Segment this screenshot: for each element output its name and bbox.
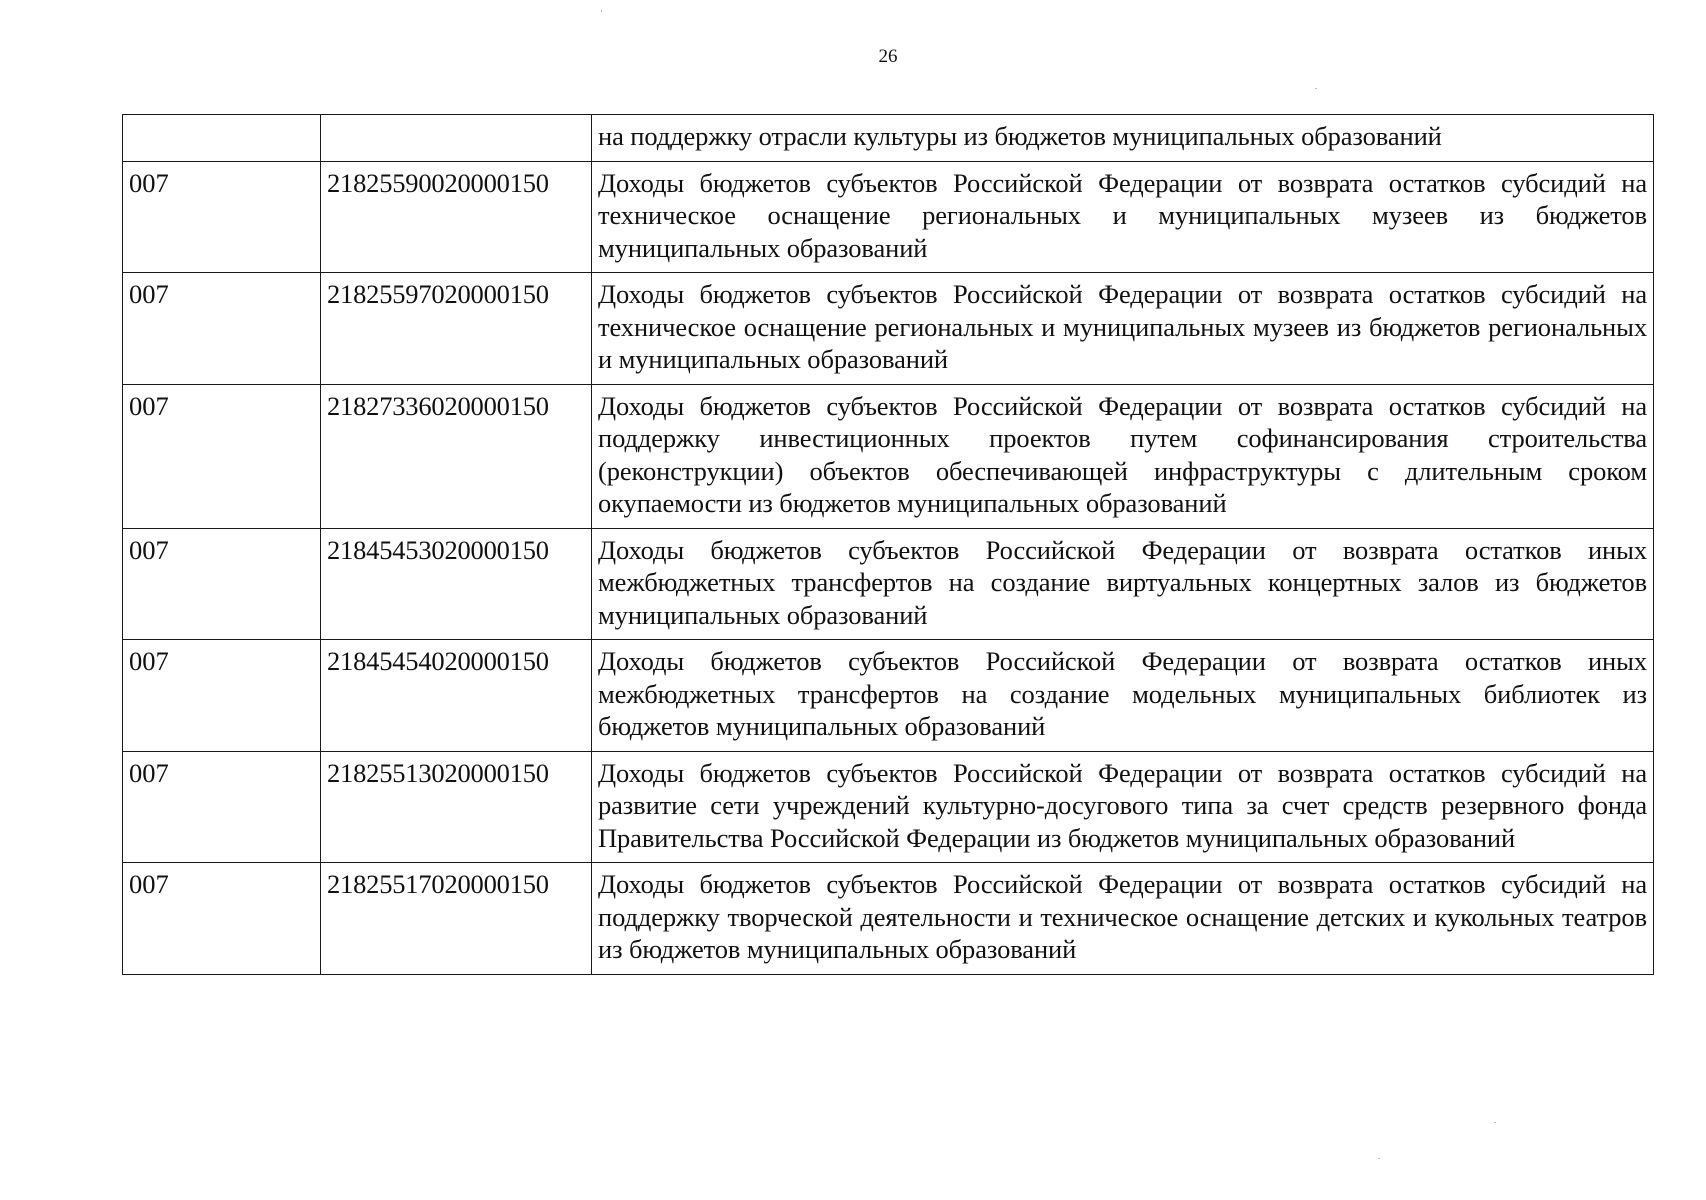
description-cell: Доходы бюджетов субъектов Российской Федерации от возврата остатков субсидий на поддержку творческой деятельности и техническое оснащение детских и кукольных театров из бюджетов муниципальных образований — [592, 863, 1654, 975]
description-cell: на поддержку отрасли культуры из бюджетов муниципальных образований — [592, 115, 1654, 162]
table-row — [123, 751, 1654, 863]
admin-code-cell — [123, 115, 321, 162]
admin-code-cell: 007 — [123, 273, 321, 385]
admin-code-cell: 007 — [123, 640, 321, 752]
page-number: 26 — [878, 46, 898, 67]
description-cell: Доходы бюджетов субъектов Российской Федерации от возврата остатков субсидий на техническое оснащение региональных и муниципальных музеев из бюджетов муниципальных образований — [592, 161, 1654, 273]
table-row — [123, 640, 1654, 752]
budget-code-cell — [321, 115, 592, 162]
admin-code-cell: 007 — [123, 751, 321, 863]
admin-code-cell: 007 — [123, 384, 321, 528]
budget-code-cell: 21825517020000150 — [321, 863, 592, 975]
admin-code-cell: 007 — [123, 863, 321, 975]
income-codes-table — [122, 114, 1654, 975]
budget-code-cell: 21825590020000150 — [321, 161, 592, 273]
budget-code-cell: 21825597020000150 — [321, 273, 592, 385]
scan-speck — [1315, 88, 1317, 89]
table-row — [123, 384, 1654, 528]
table-row — [123, 273, 1654, 385]
budget-code-cell: 21845454020000150 — [321, 640, 592, 752]
table-row — [123, 528, 1654, 640]
description-cell: Доходы бюджетов субъектов Российской Федерации от возврата остатков субсидий на техническое оснащение региональных и муниципальных музеев из бюджетов региональных и муниципальных образований — [592, 273, 1654, 385]
description-cell: Доходы бюджетов субъектов Российской Федерации от возврата остатков иных межбюджетных трансфертов на создание модельных муниципальных библиотек из бюджетов муниципальных образований — [592, 640, 1654, 752]
description-cell: Доходы бюджетов субъектов Российской Федерации от возврата остатков субсидий на развитие сети учреждений культурно-досугового типа за счет средств резервного фонда Правительства Российской Федерации из бюджетов муниципальных образований — [592, 751, 1654, 863]
admin-code-cell: 007 — [123, 161, 321, 273]
description-cell: Доходы бюджетов субъектов Российской Федерации от возврата остатков субсидий на поддержку инвестиционных проектов путем софинансирования строительства (реконструкции) объектов обеспечивающей инфраструктуры с длительным сроком окупаемости из бюджетов муниципальных образований — [592, 384, 1654, 528]
admin-code-cell: 007 — [123, 528, 321, 640]
scan-speck — [601, 10, 602, 12]
scan-speck — [1494, 1122, 1496, 1123]
table-row — [123, 161, 1654, 273]
budget-code-cell: 21825513020000150 — [321, 751, 592, 863]
table-row — [123, 863, 1654, 975]
budget-code-cell: 21827336020000150 — [321, 384, 592, 528]
scan-speck — [1378, 1158, 1380, 1159]
budget-code-cell: 21845453020000150 — [321, 528, 592, 640]
description-cell: Доходы бюджетов субъектов Российской Федерации от возврата остатков иных межбюджетных трансфертов на создание виртуальных концертных залов из бюджетов муниципальных образований — [592, 528, 1654, 640]
table-row — [123, 115, 1654, 162]
